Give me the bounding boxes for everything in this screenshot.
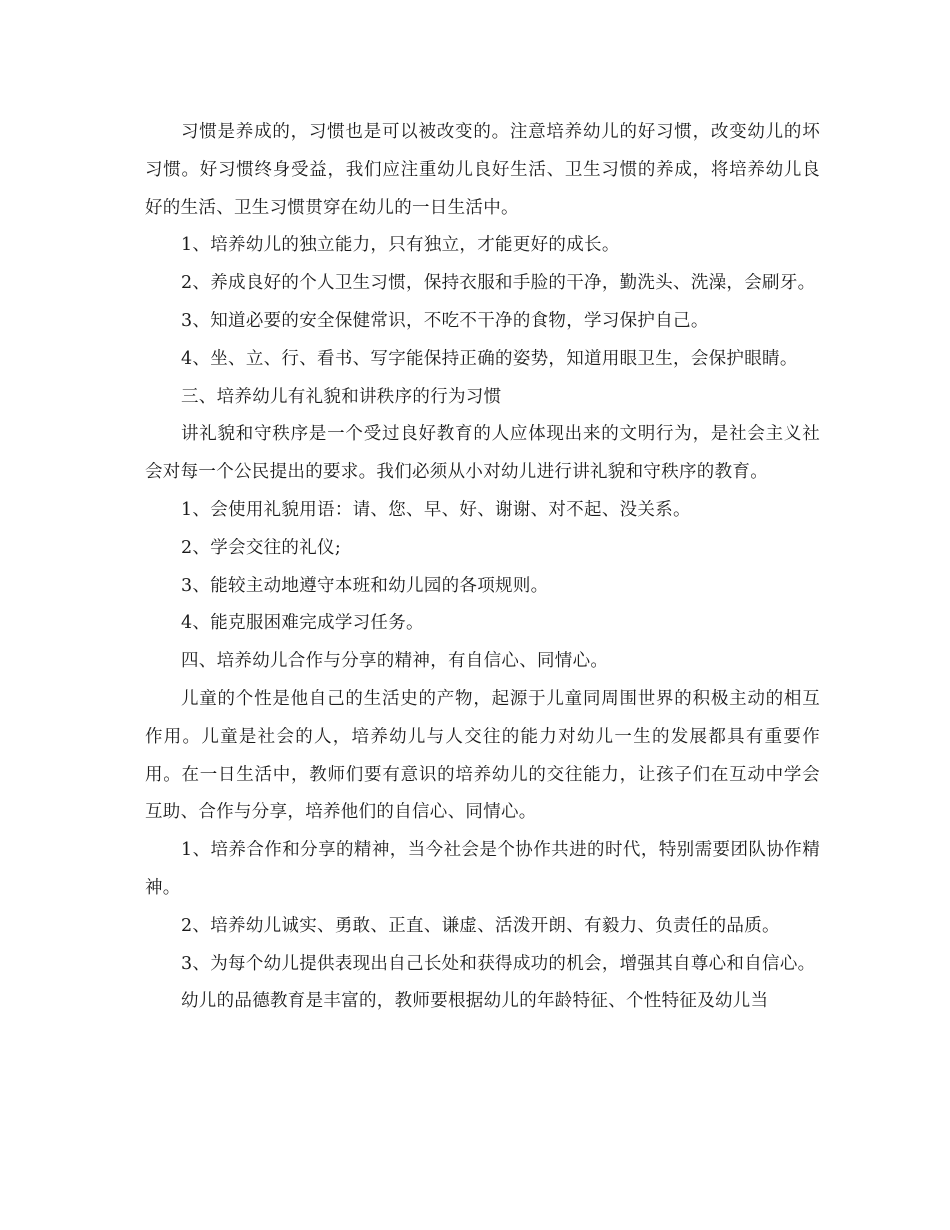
list-item-rules: 3、能较主动地遵守本班和幼儿园的各项规则。 <box>181 575 549 596</box>
list-item-independence: 1、培养幼儿的独立能力，只有独立，才能更好的成长。 <box>181 235 620 256</box>
list-item-safety: 3、知道必要的安全保健常识，不吃不干净的食物，学习保护自己。 <box>181 310 709 331</box>
list-item-teamwork: 1、培养合作和分享的精神，当今社会是个协作共进的时代，特别需要团队协作精神。 <box>145 840 820 898</box>
document-body <box>145 114 820 1021</box>
list-item-polite-words: 1、会使用礼貌用语：请、您、早、好、谢谢、对不起、没关系。 <box>181 499 691 520</box>
list-item-overcome-difficulty: 4、能克服困难完成学习任务。 <box>181 613 424 634</box>
list-item-character: 2、培养幼儿诚实、勇敢、正直、谦虚、活泼开朗、有毅力、负责任的品质。 <box>181 915 780 936</box>
list-item-etiquette: 2、学会交往的礼仪; <box>181 537 342 558</box>
section-heading-manners: 三、培养幼儿有礼貌和讲秩序的行为习惯 <box>181 386 502 407</box>
paragraph-manners-intro: 讲礼貌和守秩序是一个受过良好教育的人应体现出来的文明行为，是社会主义社会对每一个公民提出的要求。我们必须从小对幼儿进行讲礼貌和守秩序的教育。 <box>145 424 820 483</box>
paragraph-habits-intro: 习惯是养成的，习惯也是可以被改变的。注意培养幼儿的好习惯，改变幼儿的坏习惯。好习惯终身受益，我们应注重幼儿良好生活、卫生习惯的养成，将培养幼儿良好的生活、卫生习惯贯穿在幼儿的一日生活中。 <box>145 122 820 218</box>
paragraph-moral-education: 幼儿的品德教育是丰富的，教师要根据幼儿的年龄特征、个性特征及幼儿当 <box>181 991 769 1012</box>
paragraph-cooperation-intro: 儿童的个性是他自己的生活史的产物，起源于儿童同周围世界的积极主动的相互作用。儿童是社会的人，培养幼儿与人交往的能力对幼儿一生的发展都具有重要作用。在一日生活中，教师们要有意识的培养幼儿的交往能力，让孩子们在互动中学会互助、合作与分享，培养他们的自信心、同情心。 <box>145 688 820 823</box>
list-item-posture: 4、坐、立、行、看书、写字能保持正确的姿势，知道用眼卫生，会保护眼睛。 <box>181 348 798 369</box>
list-item-self-esteem: 3、为每个幼儿提供表现出自己长处和获得成功的机会，增强其自尊心和自信心。 <box>181 953 816 974</box>
list-item-hygiene: 2、养成良好的个人卫生习惯，保持衣服和手脸的干净，勤洗头、洗澡，会刷牙。 <box>181 273 816 294</box>
section-heading-cooperation: 四、培养幼儿合作与分享的精神，有自信心、同情心。 <box>181 651 609 672</box>
